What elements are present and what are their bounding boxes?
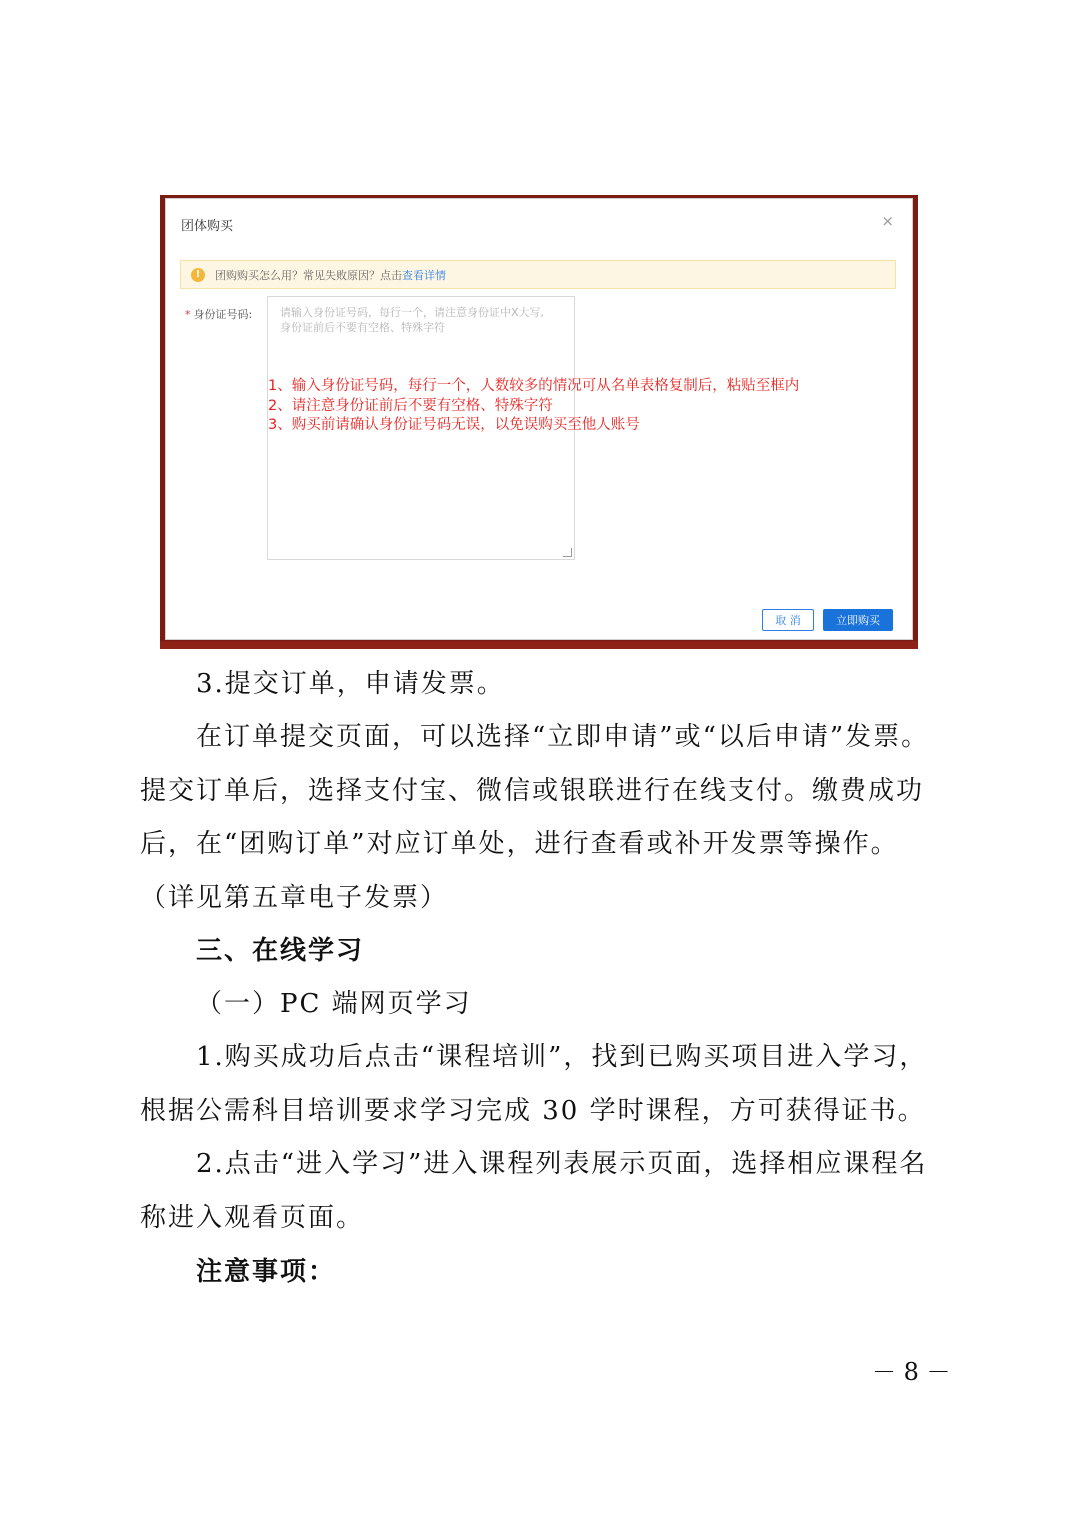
id-field-label-text: 身份证号码: — [193, 308, 253, 321]
heading-pc-learning: （一）PC 端网页学习 — [196, 989, 472, 1019]
required-mark: * — [185, 308, 191, 321]
background-strip — [160, 641, 918, 649]
buy-now-button[interactable]: 立即购买 — [823, 609, 893, 631]
textarea-placeholder — [280, 305, 544, 335]
dialog-title: 团体购买 — [181, 219, 234, 234]
note-1: 1、输入身份证号码，每行一个，人数较多的情况可从名单表格复制后，粘贴至框内 — [268, 378, 800, 394]
cancel-button[interactable]: 取 消 — [762, 609, 814, 631]
annotation-notes — [268, 377, 799, 436]
heading-notes: 注意事项： — [196, 1257, 337, 1287]
placeholder-line-1: 请输入身份证号码，每行一个，请注意身份证中X大写, — [280, 306, 545, 319]
page-number: － 8 － — [872, 1358, 951, 1386]
placeholder-line-2: 身份证前后不要有空格、特殊字符 — [280, 321, 445, 334]
resize-handle-icon[interactable] — [563, 548, 572, 557]
id-field-label — [185, 306, 252, 322]
heading-online-learning: 三、在线学习 — [196, 936, 365, 966]
screenshot-figure — [160, 195, 918, 649]
note-2: 2、请注意身份证前后不要有空格、特殊字符 — [268, 397, 553, 414]
paragraph-step-1: 1.购买成功后点击“课程培训”，找到已购买项目进入学习，根据公需科目培训要求学习完成 30 学时课程，方可获得证书。 — [140, 1042, 928, 1126]
paragraph-step-2: 2.点击“进入学习”进入课程列表展示页面，选择相应课程名称进入观看页面。 — [140, 1149, 928, 1233]
paragraph-invoice: 在订单提交页面，可以选择“立即申请”或“以后申请”发票。提交订单后，选择支付宝、微信或银联进行在线支付。缴费成功后，在“团购订单”对应订单处，进行查看或补开发票等操作。（详见第五章电子发票） — [140, 722, 930, 913]
warning-icon: ! — [191, 268, 205, 282]
info-alert — [180, 260, 896, 289]
view-details-link[interactable]: 查看详情 — [402, 268, 446, 282]
note-3: 3、购买前请确认身份证号码无误，以免误购买至他人账号 — [268, 417, 640, 433]
alert-text: 团购购买怎么用？常见失败原因？点击 — [215, 268, 402, 282]
group-purchase-dialog — [165, 198, 913, 640]
paragraph-submit-order: 3.提交订单，申请发票。 — [196, 669, 505, 699]
close-icon[interactable]: × — [881, 212, 894, 230]
